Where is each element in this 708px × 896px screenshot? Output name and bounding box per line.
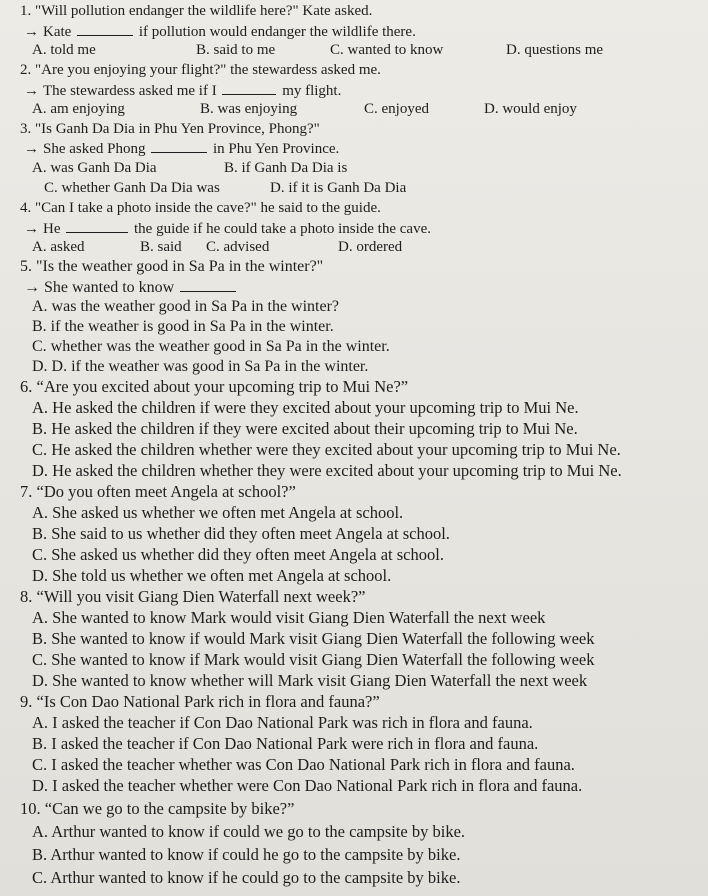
arrow-icon: →	[24, 141, 39, 157]
q4-rewrite-post: the guide if he could take a photo inside the cave.	[134, 221, 431, 237]
q10-option-c[interactable]: C. Arthur wanted to know if he could go to the campsite by bike.	[32, 868, 461, 887]
q10-option-a[interactable]: A. Arthur wanted to know if could we go to the campsite by bike.	[32, 822, 466, 841]
q9-option-b[interactable]: B. I asked the teacher if Con Dao National Park were rich in flora and fauna.	[32, 734, 539, 753]
q2-blank[interactable]	[222, 80, 276, 95]
q5-option-b[interactable]: B. if the weather is good in Sa Pa in the winter.	[32, 318, 334, 335]
q3-option-a[interactable]: A. was Ganh Da Dia	[32, 160, 157, 176]
q3-option-c[interactable]: C. whether Ganh Da Dia was	[44, 180, 220, 196]
q1-rewrite-post: if pollution would endanger the wildlife there.	[138, 24, 416, 40]
q1-stem: 1. "Will pollution endanger the wildlife here?" Kate asked.	[20, 3, 373, 19]
q8-option-d[interactable]: D. She wanted to know whether will Mark visit Giang Dien Waterfall the next week	[32, 671, 588, 690]
q6-option-c[interactable]: C. He asked the children whether were they excited about your upcoming trip to Mui Ne.	[32, 440, 621, 459]
arrow-icon: →	[24, 83, 39, 99]
q1-option-d[interactable]: D. questions me	[506, 42, 604, 58]
q5-rewrite	[24, 277, 238, 298]
q4-option-c[interactable]: C. advised	[206, 239, 270, 255]
q5-option-a[interactable]: A. was the weather good in Sa Pa in the winter?	[32, 298, 340, 315]
q2-options	[0, 99, 708, 119]
q8-option-b[interactable]: B. She wanted to know if would Mark visit Giang Dien Waterfall the following week	[32, 629, 595, 648]
q1-option-a[interactable]: A. told me	[32, 42, 96, 58]
arrow-icon: →	[24, 24, 39, 40]
q7-stem: 7. “Do you often meet Angela at school?”	[20, 482, 296, 501]
q3-option-b[interactable]: B. if Ganh Da Dia is	[224, 160, 348, 176]
q5-stem: 5. "Is the weather good in Sa Pa in the winter?"	[20, 258, 324, 275]
q1-blank[interactable]	[77, 21, 133, 36]
q4-rewrite	[24, 218, 431, 239]
q3-option-d[interactable]: D. if it is Ganh Da Dia	[270, 180, 407, 196]
q7-option-c[interactable]: C. She asked us whether did they often meet Angela at school.	[32, 545, 444, 564]
q2-rewrite-post: my flight.	[282, 83, 342, 99]
q6-option-d[interactable]: D. He asked the children whether they were excited about your upcoming trip to Mui Ne.	[32, 461, 622, 480]
q4-option-d[interactable]: D. ordered	[338, 239, 403, 255]
q10-option-b[interactable]: B. Arthur wanted to know if could he go to the campsite by bike.	[32, 845, 461, 864]
q7-option-a[interactable]: A. She asked us whether we often met Angela at school.	[32, 503, 404, 522]
q1-rewrite	[24, 21, 416, 42]
q6-option-b[interactable]: B. He asked the children if they were excited about their upcoming trip to Mui Ne.	[32, 419, 578, 438]
q3-options-row2	[0, 178, 708, 198]
q4-option-b[interactable]: B. said	[140, 239, 182, 255]
q2-option-c[interactable]: C. enjoyed	[364, 101, 429, 117]
q2-rewrite	[24, 80, 341, 101]
q6-stem: 6. “Are you excited about your upcoming trip to Mui Ne?”	[20, 377, 409, 396]
q4-option-a[interactable]: A. asked	[32, 239, 85, 255]
q1-option-b[interactable]: B. said to me	[196, 42, 276, 58]
q2-option-b[interactable]: B. was enjoying	[200, 101, 298, 117]
q8-option-a[interactable]: A. She wanted to know Mark would visit Giang Dien Waterfall the next week	[32, 608, 546, 627]
q4-options	[0, 237, 708, 257]
q8-stem: 8. “Will you visit Giang Dien Waterfall next week?”	[20, 587, 366, 606]
q3-blank[interactable]	[151, 138, 207, 153]
q3-stem: 3. "Is Ganh Da Dia in Phu Yen Province, Phong?"	[20, 121, 320, 137]
q8-option-c[interactable]: C. She wanted to know if Mark would visit Giang Dien Waterfall the following week	[32, 650, 595, 669]
q5-option-c[interactable]: C. whether was the weather good in Sa Pa in the winter.	[32, 338, 390, 355]
q2-option-a[interactable]: A. am enjoying	[32, 101, 125, 117]
q2-rewrite-pre: The stewardess asked me if I	[43, 83, 217, 99]
q3-rewrite	[24, 138, 339, 159]
q4-blank[interactable]	[66, 218, 128, 233]
q6-option-a[interactable]: A. He asked the children if were they excited about your upcoming trip to Mui Ne.	[32, 398, 579, 417]
q3-options-row1	[0, 158, 708, 178]
q9-option-c[interactable]: C. I asked the teacher whether was Con Dao National Park rich in flora and fauna.	[32, 755, 575, 774]
arrow-icon: →	[24, 279, 40, 296]
arrow-icon: →	[24, 221, 39, 237]
q7-option-d[interactable]: D. She told us whether we often met Angela at school.	[32, 566, 392, 585]
q1-options	[0, 40, 708, 60]
q5-option-d[interactable]: D. D. if the weather was good in Sa Pa in the winter.	[32, 358, 369, 375]
q10-stem: 10. “Can we go to the campsite by bike?”	[20, 799, 295, 818]
q7-option-b[interactable]: B. She said to us whether did they often meet Angela at school.	[32, 524, 450, 543]
q3-rewrite-post: in Phu Yen Province.	[213, 141, 340, 157]
q2-option-d[interactable]: D. would enjoy	[484, 101, 577, 117]
q5-blank[interactable]	[180, 277, 236, 292]
q5-rewrite-pre: She wanted to know	[44, 279, 175, 296]
q1-option-c[interactable]: C. wanted to know	[330, 42, 444, 58]
q9-option-a[interactable]: A. I asked the teacher if Con Dao National Park was rich in flora and fauna.	[32, 713, 533, 732]
q4-stem: 4. "Can I take a photo inside the cave?" he said to the guide.	[20, 200, 381, 216]
q1-rewrite-pre: Kate	[43, 24, 72, 40]
q9-option-d[interactable]: D. I asked the teacher whether were Con Dao National Park rich in flora and fauna.	[32, 776, 583, 795]
q2-stem: 2. "Are you enjoying your flight?" the stewardess asked me.	[20, 62, 381, 78]
q4-rewrite-pre: He	[43, 221, 61, 237]
q9-stem: 9. “Is Con Dao National Park rich in flora and fauna?”	[20, 692, 380, 711]
q3-rewrite-pre: She asked Phong	[43, 141, 146, 157]
